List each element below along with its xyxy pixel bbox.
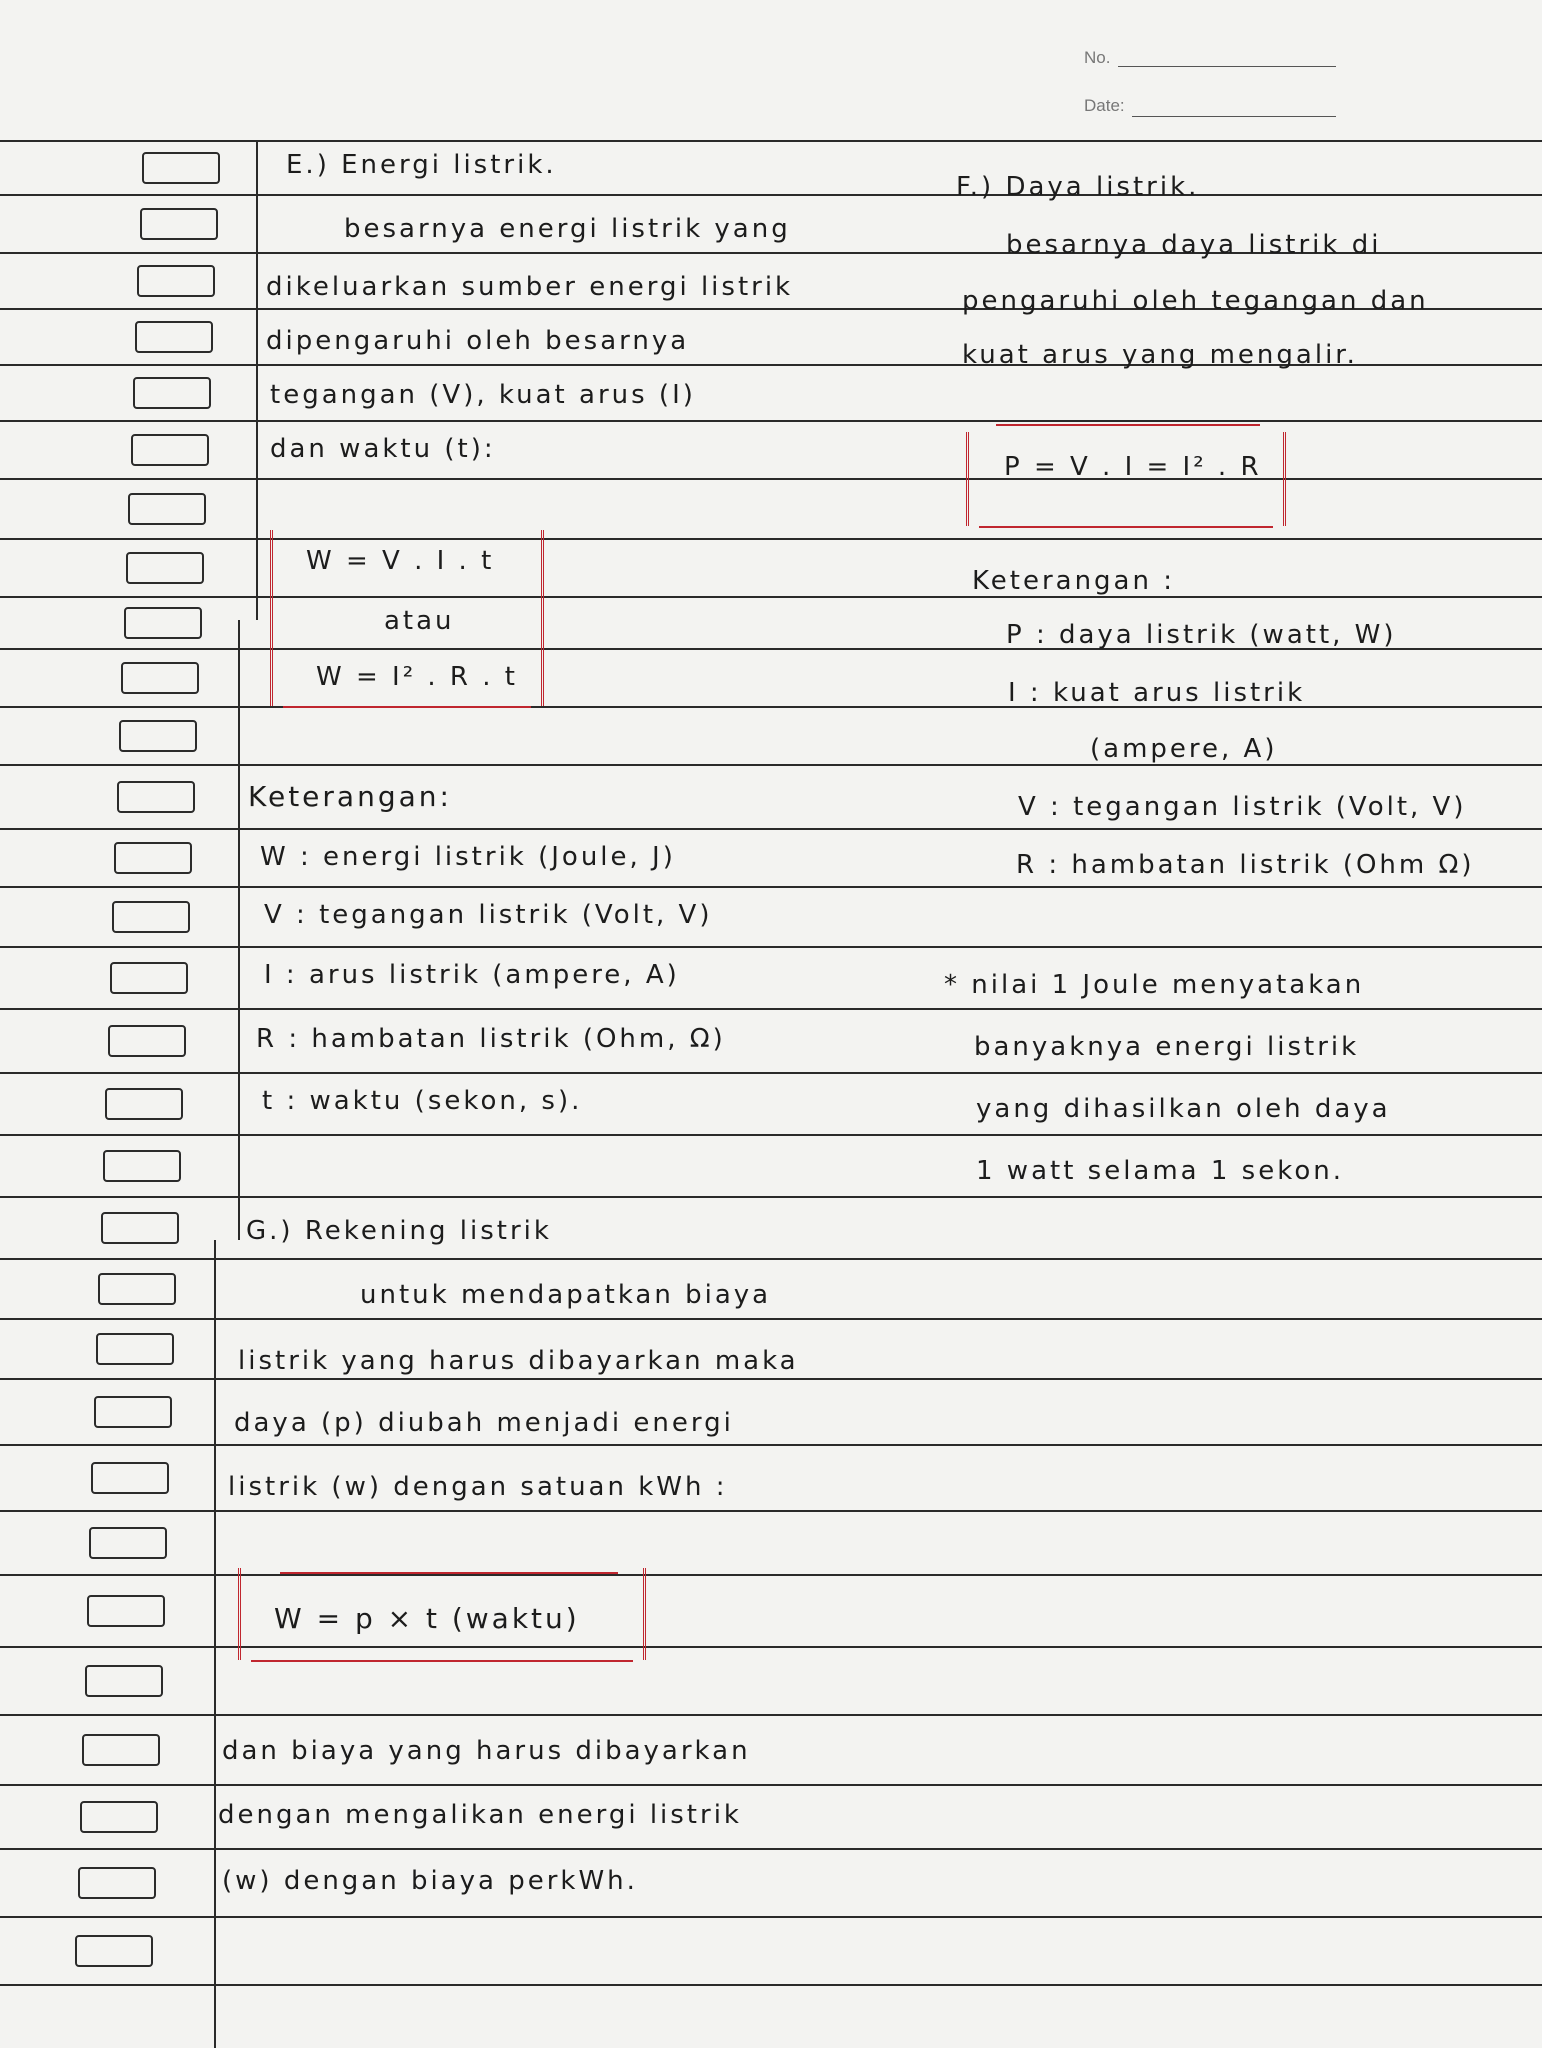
ruled-line xyxy=(0,1072,1542,1074)
keterangan-heading-left: Keterangan: xyxy=(248,780,452,813)
margin-checkbox[interactable] xyxy=(108,1025,186,1057)
margin-checkbox[interactable] xyxy=(94,1396,172,1428)
ruled-line xyxy=(0,596,1542,598)
margin-checkbox[interactable] xyxy=(85,1665,163,1697)
margin-checkbox[interactable] xyxy=(117,781,195,813)
header-no-line xyxy=(1118,66,1336,67)
header-date-label: Date: xyxy=(1084,96,1125,115)
ruled-line xyxy=(0,194,1542,196)
ruled-line xyxy=(0,1574,1542,1576)
header-date-line xyxy=(1132,116,1336,117)
ruled-line xyxy=(0,538,1542,540)
margin-checkbox[interactable] xyxy=(80,1801,158,1833)
ruled-line xyxy=(0,828,1542,830)
formula-g-text: W = p × t (waktu) xyxy=(274,1602,580,1635)
keterangan-left-t: t : waktu (sekon, s). xyxy=(262,1086,583,1116)
note-line-3: yang dihasilkan oleh daya xyxy=(976,1094,1391,1124)
margin-checkbox[interactable] xyxy=(112,901,190,933)
keterangan-right-r: R : hambatan listrik (Ohm Ω) xyxy=(1016,850,1475,880)
ruled-line xyxy=(0,706,1542,708)
margin-checkbox[interactable] xyxy=(126,552,204,584)
keterangan-heading-right: Keterangan : xyxy=(972,566,1175,596)
margin-checkbox[interactable] xyxy=(121,662,199,694)
ruled-line xyxy=(0,1510,1542,1512)
rekening-body-line-3: daya (p) diubah menjadi energi xyxy=(234,1408,734,1438)
keterangan-right-p: P : daya listrik (watt, W) xyxy=(1006,620,1397,650)
margin-checkbox[interactable] xyxy=(131,434,209,466)
formula-w-vit: W = V . I . t xyxy=(306,546,495,576)
margin-checkbox[interactable] xyxy=(133,377,211,409)
margin-checkbox[interactable] xyxy=(98,1273,176,1305)
margin-checkbox[interactable] xyxy=(128,493,206,525)
ruled-line xyxy=(0,1444,1542,1446)
ruled-line xyxy=(0,1134,1542,1136)
formula-p-text: P = V . I = I² . R xyxy=(1004,452,1262,482)
heading-energi-listrik: E.) Energi listrik. xyxy=(286,150,557,180)
header-no-label: No. xyxy=(1084,48,1111,67)
daya-body-line-2: pengaruhi oleh tegangan dan xyxy=(962,286,1429,316)
formula-w-i2rt: W = I² . R . t xyxy=(316,662,518,692)
rekening-body-line-1: untuk mendapatkan biaya xyxy=(360,1280,772,1310)
ruled-line xyxy=(0,1008,1542,1010)
margin-checkbox[interactable] xyxy=(91,1462,169,1494)
margin-checkbox[interactable] xyxy=(101,1212,179,1244)
formula-p-top-underline xyxy=(996,424,1260,426)
ruled-line xyxy=(0,1848,1542,1850)
keterangan-right-v: V : tegangan listrik (Volt, V) xyxy=(1018,792,1467,822)
margin-checkbox[interactable] xyxy=(103,1150,181,1182)
keterangan-right-i: I : kuat arus listrik xyxy=(1008,678,1306,708)
ruled-line xyxy=(0,886,1542,888)
ruled-line xyxy=(0,1916,1542,1918)
margin-checkbox[interactable] xyxy=(114,842,192,874)
ruled-line xyxy=(0,420,1542,422)
formula-g-top-underline xyxy=(280,1572,618,1574)
margin-line-middle xyxy=(238,620,240,1240)
note-line-4: 1 watt selama 1 sekon. xyxy=(976,1156,1345,1186)
energi-body-line-3: dipengaruhi oleh besarnya xyxy=(266,326,690,356)
margin-checkbox[interactable] xyxy=(75,1935,153,1967)
margin-checkbox[interactable] xyxy=(87,1595,165,1627)
keterangan-left-w: W : energi listrik (Joule, J) xyxy=(260,842,676,872)
ruled-line xyxy=(0,1258,1542,1260)
margin-checkbox[interactable] xyxy=(124,607,202,639)
energi-body-line-2: dikeluarkan sumber energi listrik xyxy=(266,272,794,302)
keterangan-left-v: V : tegangan listrik (Volt, V) xyxy=(264,900,713,930)
note-line-1: * nilai 1 Joule menyatakan xyxy=(944,970,1365,1000)
ruled-line xyxy=(0,1378,1542,1380)
energi-body-line-5: dan waktu (t): xyxy=(270,434,496,464)
heading-daya-listrik: F.) Daya listrik. xyxy=(956,172,1200,202)
rekening-tail-line-3: (w) dengan biaya perkWh. xyxy=(222,1866,638,1896)
keterangan-left-r: R : hambatan listrik (Ohm, Ω) xyxy=(256,1024,726,1054)
ruled-line xyxy=(0,946,1542,948)
keterangan-left-i: I : arus listrik (ampere, A) xyxy=(264,960,680,990)
margin-checkbox[interactable] xyxy=(105,1088,183,1120)
energi-body-line-1: besarnya energi listrik yang xyxy=(344,214,791,244)
ruled-line xyxy=(0,140,1542,142)
margin-checkbox[interactable] xyxy=(110,962,188,994)
ruled-line xyxy=(0,1984,1542,1986)
margin-checkbox[interactable] xyxy=(142,152,220,184)
rekening-tail-line-1: dan biaya yang harus dibayarkan xyxy=(222,1736,751,1766)
energi-body-line-4: tegangan (V), kuat arus (I) xyxy=(270,380,696,410)
ruled-line xyxy=(0,1714,1542,1716)
daya-body-line-3: kuat arus yang mengalir. xyxy=(962,340,1358,370)
margin-checkbox[interactable] xyxy=(137,265,215,297)
margin-checkbox[interactable] xyxy=(82,1734,160,1766)
margin-line-lower xyxy=(214,1240,216,2048)
keterangan-right-ampere: (ampere, A) xyxy=(1090,734,1278,764)
daya-body-line-1: besarnya daya listrik di xyxy=(1006,230,1382,260)
margin-line-upper xyxy=(256,140,258,620)
ruled-line xyxy=(0,764,1542,766)
margin-checkbox[interactable] xyxy=(96,1333,174,1365)
ruled-line xyxy=(0,1196,1542,1198)
margin-checkbox[interactable] xyxy=(140,208,218,240)
rekening-tail-line-2: dengan mengalikan energi listrik xyxy=(218,1800,742,1830)
margin-checkbox[interactable] xyxy=(89,1527,167,1559)
heading-rekening-listrik: G.) Rekening listrik xyxy=(246,1216,552,1246)
margin-checkbox[interactable] xyxy=(78,1867,156,1899)
ruled-line xyxy=(0,1784,1542,1786)
formula-w-or: atau xyxy=(384,606,455,636)
ruled-line xyxy=(0,1646,1542,1648)
margin-checkbox[interactable] xyxy=(135,321,213,353)
margin-checkbox[interactable] xyxy=(119,720,197,752)
ruled-line xyxy=(0,1318,1542,1320)
rekening-body-line-2: listrik yang harus dibayarkan maka xyxy=(238,1346,799,1376)
ruled-line xyxy=(0,478,1542,480)
rekening-body-line-4: listrik (w) dengan satuan kWh : xyxy=(228,1472,728,1502)
note-line-2: banyaknya energi listrik xyxy=(974,1032,1360,1062)
